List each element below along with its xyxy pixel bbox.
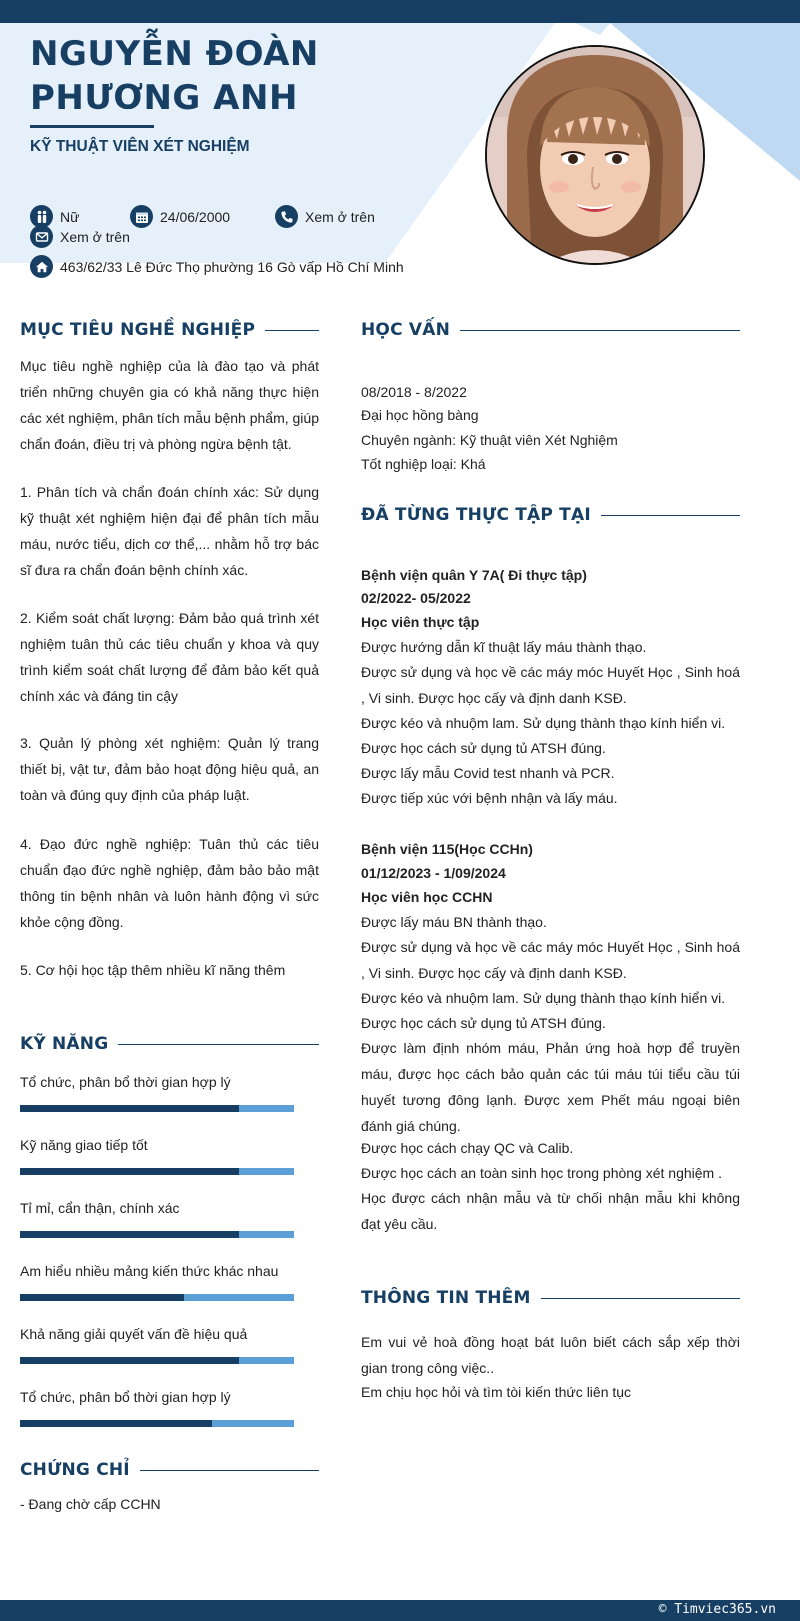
skill-label: Tỉ mỉ, cẩn thận, chính xác	[20, 1200, 180, 1216]
job-1-duty: Được kéo và nhuộm lam. Sử dụng thành thạo kính hiển vi.	[361, 715, 726, 731]
education-rule	[460, 330, 740, 331]
job-2-duty: Được lấy máu BN thành thạo.	[361, 914, 547, 930]
email-text: Xem ở trên	[60, 228, 130, 245]
objective-point-2: 2. Kiểm soát chất lượng: Đảm bảo quá trình xét nghiệm tuân thủ các tiêu chuẩn y khoa và quy trình kiểm soát chất lượng để đảm bảo kết quả chính xác và đáng tin cậy	[20, 610, 319, 704]
name-line-1: NGUYỄN ĐOÀN	[30, 34, 319, 74]
skills-section-title	[20, 1034, 319, 1054]
certificates-title: CHỨNG CHỈ	[20, 1460, 130, 1480]
skill-fill	[20, 1168, 239, 1175]
education-grade: Tốt nghiệp loại: Khá	[361, 456, 486, 472]
footer-bar	[0, 1600, 800, 1621]
job-1-duty: Được học cách sử dụng tủ ATSH đúng.	[361, 740, 606, 756]
candidate-name	[30, 32, 450, 120]
education-school: Đại học hồng bàng	[361, 407, 479, 423]
extra-info-1: Em vui vẻ hoà đồng hoạt bát luôn biết cách sắp xếp thời gian trong công việc..	[361, 1334, 740, 1376]
skill-bar	[20, 1168, 294, 1175]
home-icon	[30, 255, 53, 278]
job-2-duty: Được học cách sử dụng tủ ATSH đúng.	[361, 1015, 606, 1031]
skill-fill	[20, 1357, 239, 1364]
name-underline	[30, 125, 154, 128]
skill-bar	[20, 1420, 294, 1427]
name-line-2: PHƯƠNG ANH	[30, 78, 298, 118]
skill-bar	[20, 1105, 294, 1112]
job-title: KỸ THUẬT VIÊN XÉT NGHIỆM	[30, 138, 250, 155]
job-1-duty: Được sử dụng và học về các máy móc Huyết Học , Sinh hoá , Vi sinh. Được học cấy và định danh KSĐ.	[361, 664, 740, 706]
job-1-duty: Được lấy mẫu Covid test nhanh và PCR.	[361, 765, 615, 781]
job-2-duty: Được kéo và nhuộm lam. Sử dụng thành thạo kính hiển vi.	[361, 990, 726, 1006]
extra-section-title	[361, 1288, 740, 1308]
skill-label: Kỹ năng giao tiếp tốt	[20, 1137, 148, 1153]
skill-label: Tổ chức, phân bổ thời gian hợp lý	[20, 1389, 231, 1405]
certificates-section-title	[20, 1460, 319, 1480]
skill-fill	[20, 1105, 239, 1112]
extra-title: THÔNG TIN THÊM	[361, 1288, 531, 1308]
objective-title: MỤC TIÊU NGHỀ NGHIỆP	[20, 320, 256, 340]
education-period: 08/2018 - 8/2022	[361, 384, 467, 400]
internship-section-title	[361, 505, 740, 525]
internship-rule	[601, 515, 740, 516]
objective-rule	[265, 330, 319, 331]
job-1-place: Bệnh viện quân Y 7A( Đi thực tập)	[361, 567, 587, 583]
info-birthday	[130, 205, 230, 228]
job-1-duty: Được hướng dẫn kĩ thuật lấy máu thành thạo.	[361, 639, 647, 655]
objective-point-1: 1. Phân tích và chẩn đoán chính xác: Sử dụng kỹ thuật xét nghiệm hiện đại để phân tích mẫu máu, nước tiểu, dịch cơ thể,... nhằm hỗ trợ bác sĩ đưa ra chẩn đoán bệnh chính xác.	[20, 484, 319, 578]
job-2-duty: Được học cách chạy QC và Calib.	[361, 1140, 574, 1156]
skill-bar	[20, 1357, 294, 1364]
certificates-rule	[140, 1470, 319, 1471]
job-1-duty: Được tiếp xúc với bệnh nhận và lấy máu.	[361, 790, 618, 806]
extra-info-2: Em chịu học hỏi và tìm tòi kiến thức liên tục	[361, 1384, 632, 1400]
email-icon	[30, 225, 53, 248]
info-address	[30, 255, 404, 278]
birthday-text: 24/06/2000	[160, 208, 231, 225]
phone-text: Xem ở trên	[305, 208, 375, 225]
objective-point-3: 3. Quản lý phòng xét nghiệm: Quản lý trang thiết bị, vật tư, đảm bảo hoạt động hiệu quả, an toàn và đúng quy định của pháp luật.	[20, 735, 319, 803]
job-2-duty: Được học cách an toàn sinh học trong phòng xét nghiệm .	[361, 1165, 722, 1181]
footer-brand: © Timviec365.vn	[658, 1602, 776, 1617]
gender-text: Nữ	[60, 208, 80, 225]
skill-label: Am hiểu nhiều mảng kiến thức khác nhau	[20, 1263, 279, 1279]
objective-section-title	[20, 320, 319, 340]
extra-rule	[541, 1298, 740, 1299]
info-email	[30, 225, 130, 248]
job-1-period: 02/2022- 05/2022	[361, 590, 471, 606]
job-2-place: Bệnh viện 115(Học CCHn)	[361, 841, 533, 857]
skill-label: Khả năng giải quyết vấn đề hiệu quả	[20, 1326, 248, 1342]
skill-bar	[20, 1294, 294, 1301]
education-section-title	[361, 320, 740, 340]
job-2-duty: Học được cách nhận mẫu và từ chối nhận mẫu khi không đạt yêu cầu.	[361, 1190, 740, 1232]
education-major: Chuyên ngành: Kỹ thuật viên Xét Nghiệm	[361, 432, 618, 448]
avatar	[485, 45, 705, 265]
objective-point-4: 4. Đạo đức nghề nghiệp: Tuân thủ các tiêu chuẩn đạo đức nghề nghiệp, đảm bảo bảo mật thông tin bệnh nhân và luôn hành động vì sức khỏe cộng đồng.	[20, 836, 319, 930]
internship-title: ĐÃ TỪNG THỰC TẬP TẠI	[361, 505, 591, 525]
objective-intro: Mục tiêu nghề nghiệp của là đào tạo và phát triển những chuyên gia có khả năng thực hiện các xét nghiệm, phân tích mẫu bệnh phẩm, giúp chẩn đoán, điều trị và phòng ngừa bệnh tật.	[20, 358, 319, 452]
skill-bar	[20, 1231, 294, 1238]
job-2-duty: Được làm định nhóm máu, Phản ứng hoà hợp để truyền máu, được học cách bảo quản các túi máu túi tiểu cầu túi huyết tương đông lạnh. Được xem Phết máu ngoại biên đánh giá chúng.	[361, 1040, 740, 1134]
skill-fill	[20, 1420, 212, 1427]
skill-fill	[20, 1294, 184, 1301]
job-1-role: Học viên thực tập	[361, 614, 480, 630]
job-2-role: Học viên học CCHN	[361, 889, 493, 905]
job-2-duty: Được sử dụng và học về các máy móc Huyết Học , Sinh hoá , Vi sinh. Được học cấy và định danh KSĐ.	[361, 939, 740, 981]
phone-icon	[275, 205, 298, 228]
education-title: HỌC VẤN	[361, 320, 451, 340]
skill-fill	[20, 1231, 239, 1238]
objective-point-5: 5. Cơ hội học tập thêm nhiều kĩ năng thêm	[20, 962, 286, 978]
skills-rule	[118, 1044, 319, 1045]
skill-label: Tổ chức, phân bổ thời gian hợp lý	[20, 1074, 231, 1090]
calendar-icon	[130, 205, 153, 228]
skills-title: KỸ NĂNG	[20, 1034, 109, 1054]
certificate-item: - Đang chờ cấp CCHN	[20, 1496, 161, 1512]
address-text: 463/62/33 Lê Đức Thọ phường 16 Gò vấp Hồ Chí Minh	[60, 258, 404, 275]
info-phone	[275, 205, 375, 228]
top-bar	[0, 0, 800, 23]
job-2-period: 01/12/2023 - 1/09/2024	[361, 865, 506, 881]
